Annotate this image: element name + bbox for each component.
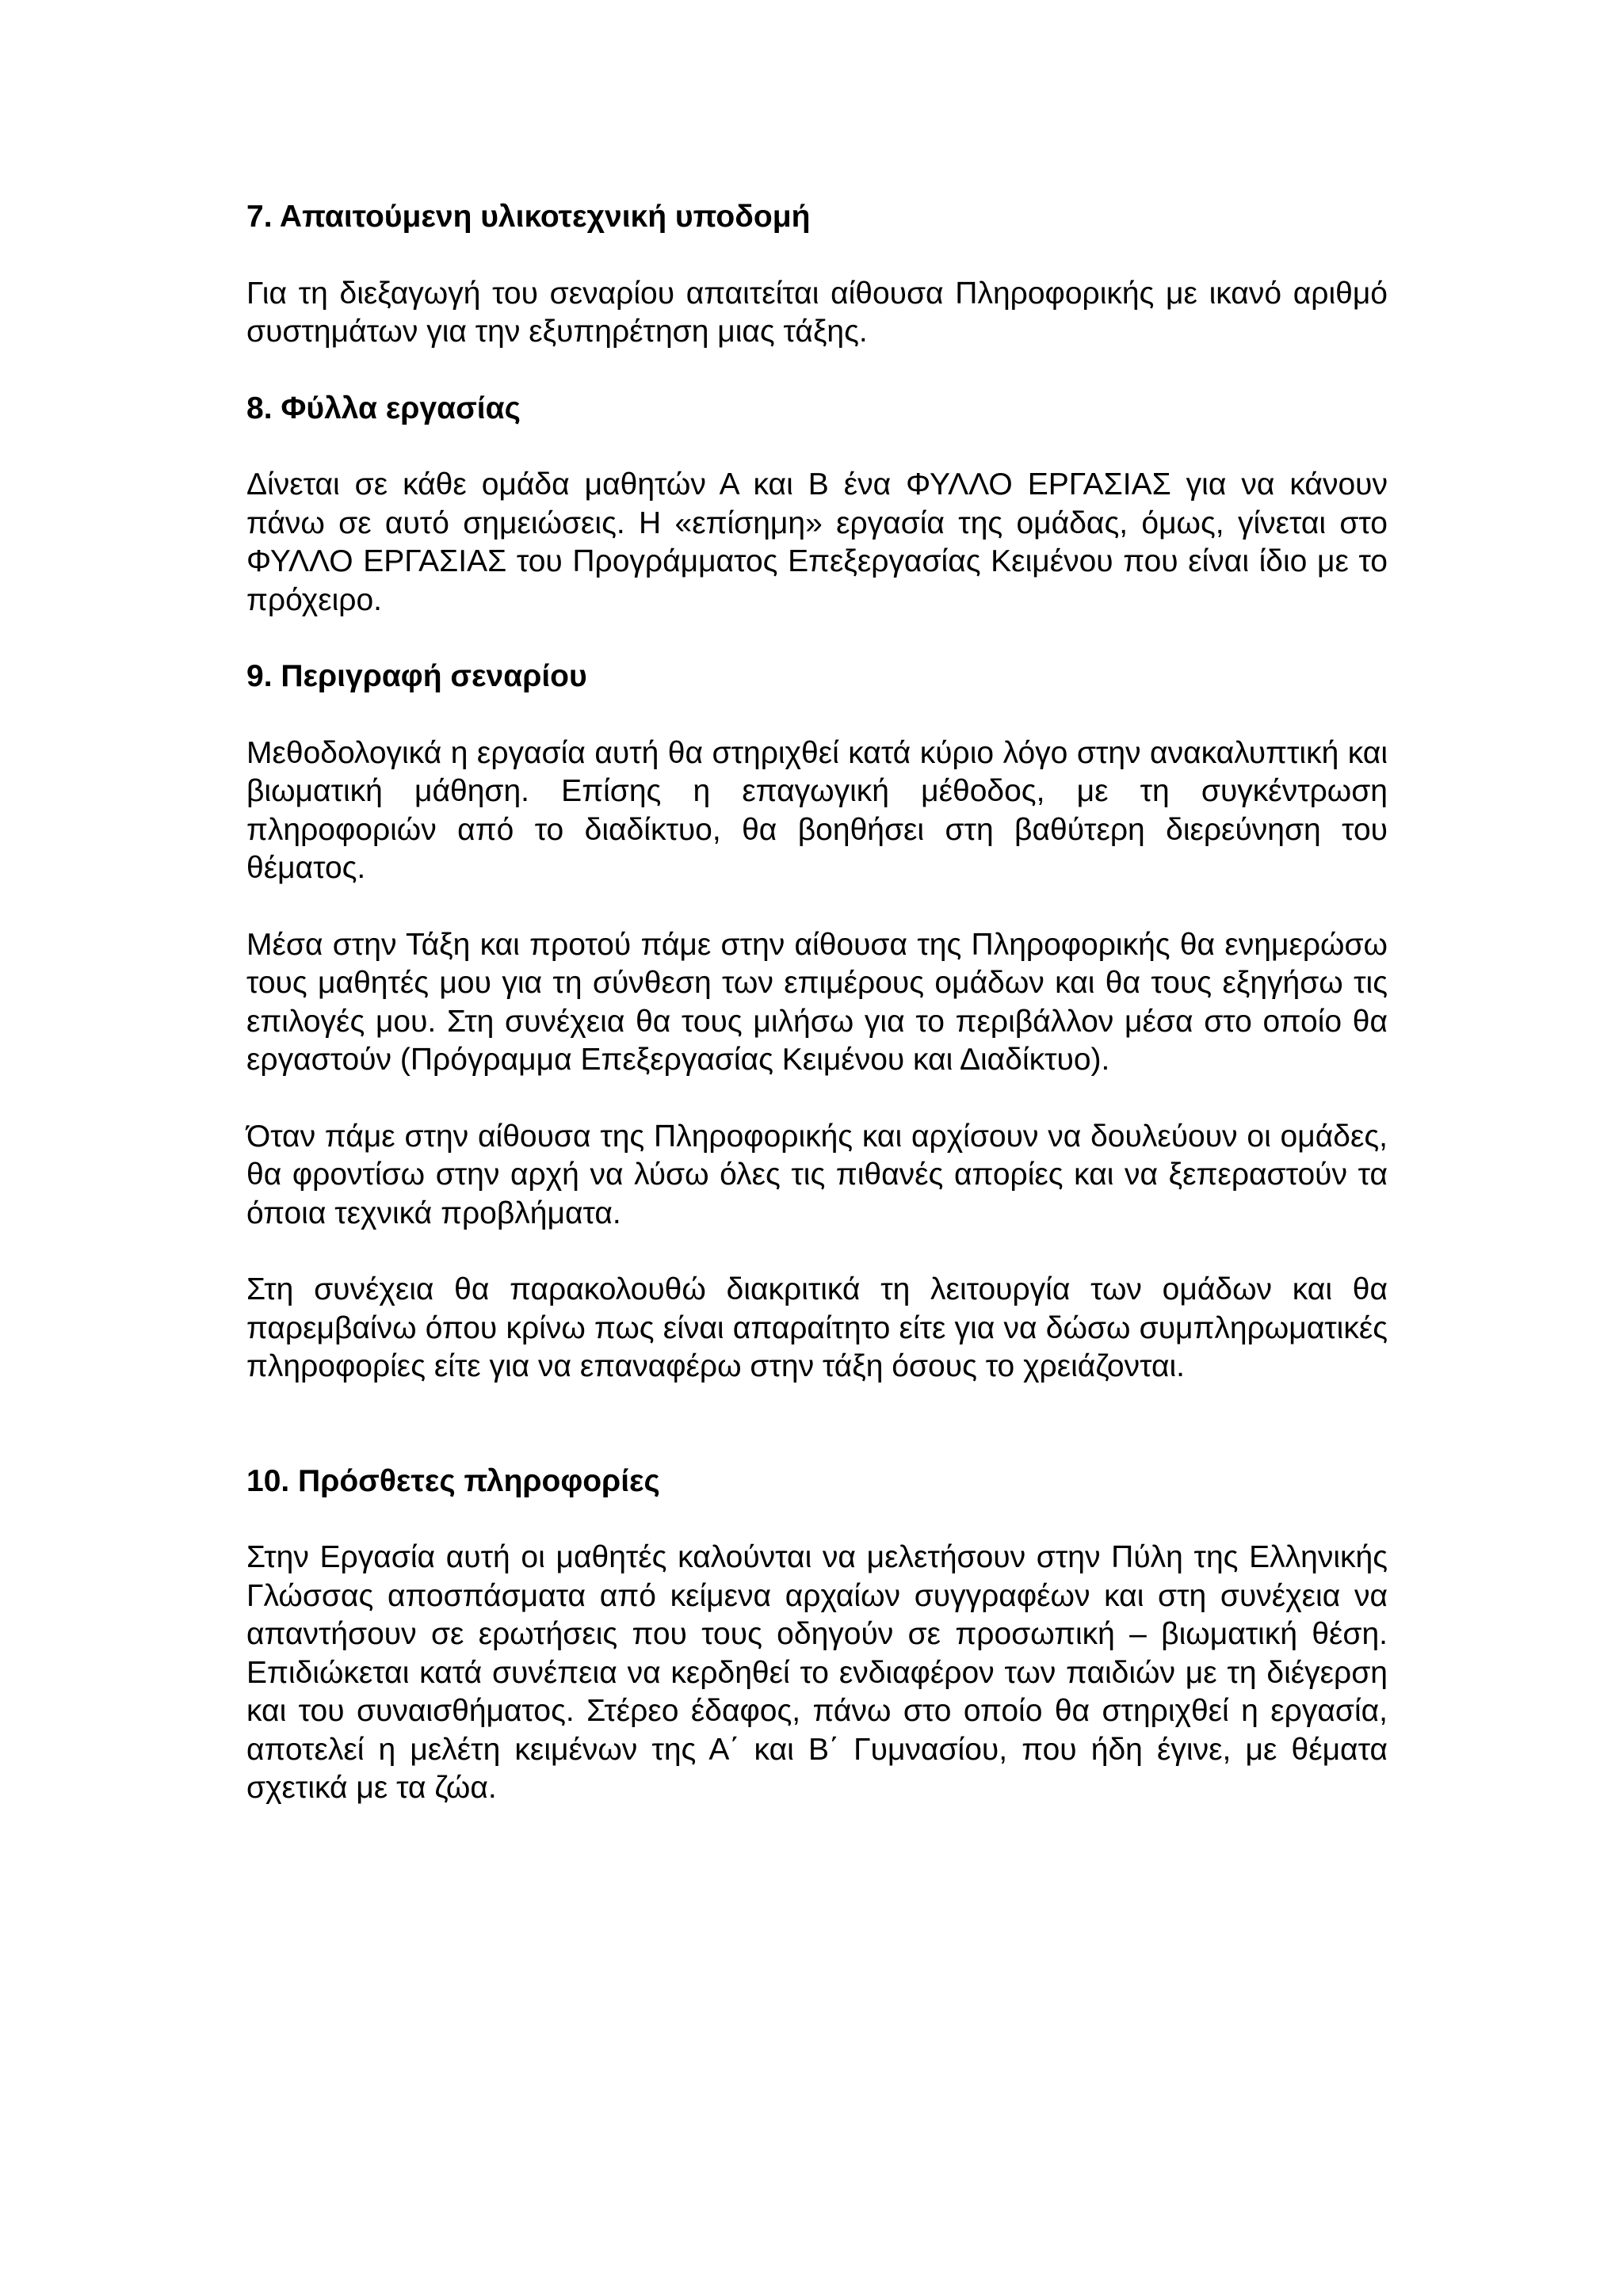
section-heading: 7. Απαιτούμενη υλικοτεχνική υποδομή xyxy=(246,200,811,234)
section-heading: 9. Περιγραφή σεναρίου xyxy=(246,659,587,693)
section-scenario-description xyxy=(246,658,1388,1386)
paragraph: Μεθοδολογικά η εργασία αυτή θα στηριχθεί κατά κύριο λόγο στην ανακαλυπτική και βιωματική μάθηση. Επίσης η επαγωγική μέθοδος, με τη συγκέντρωση πληροφοριών από το διαδίκτυο, θα βοηθήσει στη βαθύτερη διερεύνηση του θέματος. xyxy=(246,735,1388,885)
section-infrastructure xyxy=(246,198,1388,352)
document-body xyxy=(246,198,1388,1846)
section-worksheets xyxy=(246,390,1388,620)
section-additional-info xyxy=(246,1463,1388,1808)
spacer xyxy=(246,1425,1388,1463)
paragraph: Όταν πάμε στην αίθουσα της Πληροφορικής και αρχίσουν να δουλεύουν οι ομάδες, θα φροντίσω στην αρχή να λύσω όλες τις πιθανές απορίες και να ξεπεραστούν τα όποια τεχνικά προβλήματα. xyxy=(246,1119,1388,1230)
section-heading: 8. Φύλλα εργασίας xyxy=(246,391,521,425)
section-heading: 10. Πρόσθετες πληροφορίες xyxy=(246,1463,660,1498)
paragraph: Δίνεται σε κάθε ομάδα μαθητών Α και Β ένα ΦΥΛΛΟ ΕΡΓΑΣΙΑΣ για να κάνουν πάνω σε αυτό σημειώσεις. Η «επίσημη» εργασία της ομάδας, όμως, γίνεται στο ΦΥΛΛΟ ΕΡΓΑΣΙΑΣ του Προγράμματος Επεξεργασίας Κειμένου που είναι ίδιο με το πρόχειρο. xyxy=(246,467,1388,617)
paragraph: Στη συνέχεια θα παρακολουθώ διακριτικά τη λειτουργία των ομάδων και θα παρεμβαίνω όπου κρίνω πως είναι απαραίτητο είτε για να δώσω συμπληρωματικές πληροφορίες είτε για να επαναφέρω στην τάξη όσους το χρειάζονται. xyxy=(246,1272,1388,1383)
paragraph: Μέσα στην Τάξη και προτού πάμε στην αίθουσα της Πληροφορικής θα ενημερώσω τους μαθητές μου για τη σύνθεση των επιμέρους ομάδων και θα τους εξηγήσω τις επιλογές μου. Στη συνέχεια θα τους μιλήσω για το περιβάλλον μέσα στο οποίο θα εργαστούν (Πρόγραμμα Επεξεργασίας Κειμένου και Διαδίκτυο). xyxy=(246,927,1388,1077)
paragraph: Στην Εργασία αυτή οι μαθητές καλούνται να μελετήσουν στην Πύλη της Ελληνικής Γλώσσας αποσπάσματα από κείμενα αρχαίων συγγραφέων και στη συνέχεια να απαντήσουν σε ερωτήσεις που τους οδηγούν σε προσωπική – βιωματική θέση. Επιδιώκεται κατά συνέπεια να κερδηθεί το ενδιαφέρον των παιδιών με τη διέγερση και του συναισθήματος. Στέρεο έδαφος, πάνω στο οποίο θα στηριχθεί η εργασία, αποτελεί η μελέτη κειμένων της Α΄ και Β΄ Γυμνασίου, που ήδη έγινε, με θέματα σχετικά με τα ζώα. xyxy=(246,1540,1388,1805)
paragraph: Για τη διεξαγωγή του σεναρίου απαιτείται αίθουσα Πληροφορικής με ικανό αριθμό συστημάτων για την εξυπηρέτηση μιας τάξης. xyxy=(246,276,1388,349)
